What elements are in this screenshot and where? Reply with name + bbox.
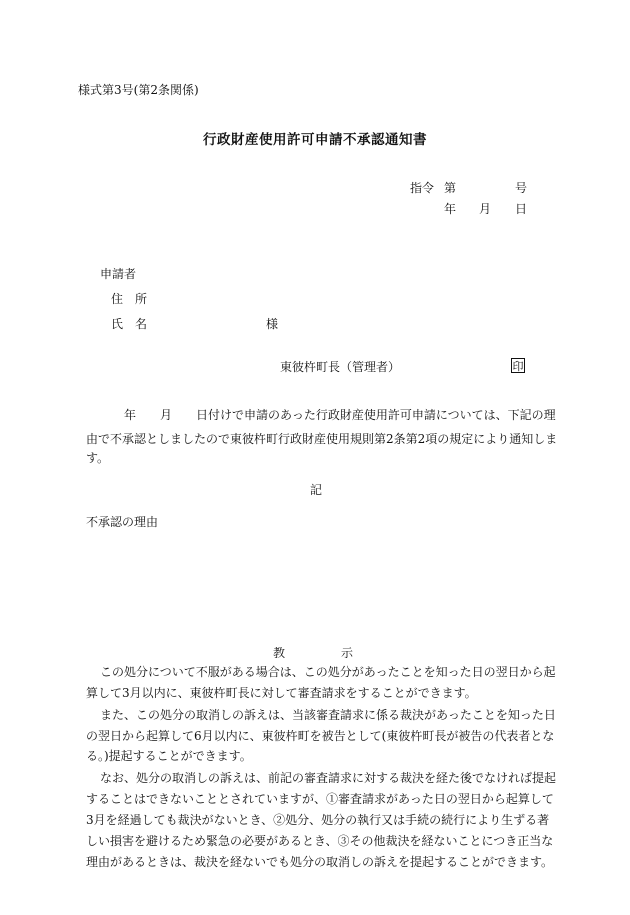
notice-line-3: す。 xyxy=(86,451,110,465)
date-day: 日 xyxy=(515,202,528,216)
ki-heading: 記 xyxy=(310,483,323,497)
kyoji-line: この処分について不服がある場合は、この処分があったことを知った日の翌日から起 xyxy=(100,665,556,679)
kyoji-line: の翌日から起算して6月以内に、東彼杵町を被告として(東彼杵町長が被告の代表者とな xyxy=(86,729,555,743)
kyoji-line: また、この処分の取消しの訴えは、当該審査請求に係る裁決があったことを知った日 xyxy=(100,708,556,722)
notice-year: 年 xyxy=(124,408,137,422)
kyoji-line: しい損害を避けるため緊急の必要があるとき、③その他裁決を経ないことにつき正当な xyxy=(86,834,554,848)
address-label: 住 所 xyxy=(111,292,148,306)
kyoji-char-1: 教 xyxy=(273,646,286,660)
kyoji-line: することはできないこととされていますが、①審査請求があった日の翌日から起算して xyxy=(86,792,554,806)
notice-month: 月 xyxy=(160,408,173,422)
kyoji-line: 3月を経過しても裁決がないとき、②処分、処分の執行又は手続の続行により生ずる著 xyxy=(86,813,550,827)
notice-line-2: 由で不承認としましたので東彼杵町行政財産使用規則第2条第2項の規定により通知しま xyxy=(86,432,558,446)
seal-mark: 印 xyxy=(512,360,524,373)
name-label: 氏 名 xyxy=(111,317,148,331)
date-month: 月 xyxy=(479,202,492,216)
order-go: 号 xyxy=(515,181,528,195)
kyoji-line: なお、処分の取消しの訴えは、前記の審査請求に対する裁決を経た後でなければ提起 xyxy=(100,771,557,785)
notice-text-1: 日付けで申請のあった行政財産使用許可申請については、下記の理 xyxy=(196,408,556,422)
sender-name: 東彼杵町長（管理者） xyxy=(280,360,401,374)
kyoji-line: る。)提起することができます。 xyxy=(86,749,252,763)
order-dai: 第 xyxy=(444,181,457,195)
reason-label: 不承認の理由 xyxy=(86,515,159,529)
document-title: 行政財産使用許可申請不承認通知書 xyxy=(203,132,427,148)
kyoji-line: 理由があるときは、裁決を経ないでも処分の取消しの訴えを提起することができます。 xyxy=(86,855,554,869)
honorific: 様 xyxy=(266,317,279,331)
applicant-label: 申請者 xyxy=(100,267,137,281)
form-number-label: 様式第3号(第2条関係) xyxy=(78,83,199,97)
kyoji-char-2: 示 xyxy=(341,646,354,660)
order-label: 指令 xyxy=(410,181,435,195)
kyoji-line: 算して3月以内に、東彼杵町長に対して審査請求をすることができます。 xyxy=(86,686,477,700)
date-year: 年 xyxy=(444,202,457,216)
